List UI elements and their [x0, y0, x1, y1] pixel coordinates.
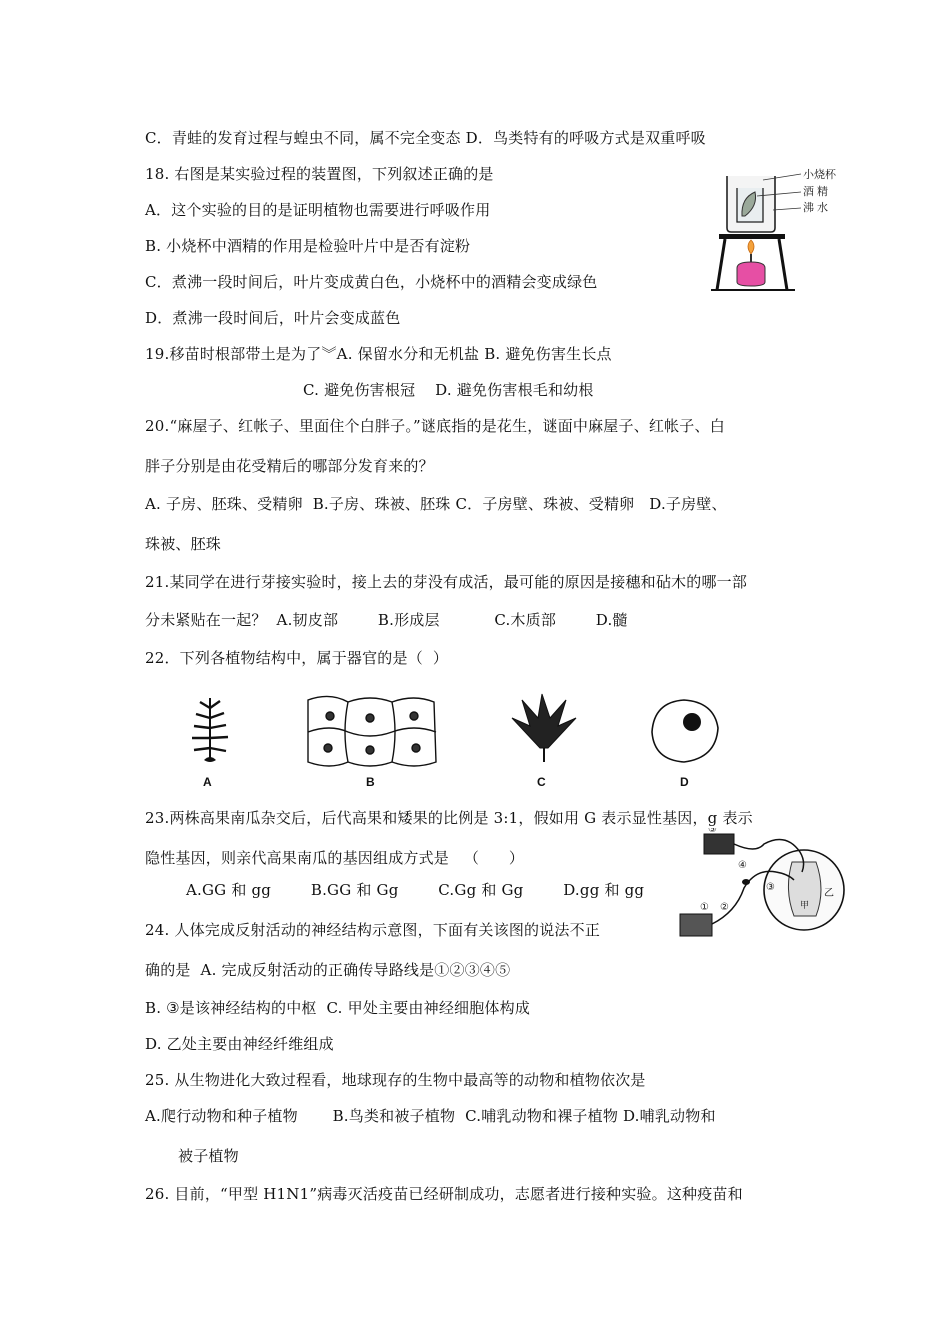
q24-option-b-c: B. ③是该神经结构的中枢 C. 甲处主要由神经细胞体构成: [145, 999, 531, 1017]
q18-apparatus-figure: [705, 158, 845, 298]
q23-stem-line1: 23.两株高果南瓜杂交后，后代高果和矮果的比例是 3:1，假如用 G 表示显性基因，g 表示: [145, 809, 753, 827]
q21-stem: 21.某同学在进行芽接实验时，接上去的芽没有成活，最可能的原因是接穗和砧木的哪一部: [145, 573, 748, 591]
small-beaker-label: 小烧杯: [803, 169, 836, 181]
svg-text:①: ①: [700, 902, 709, 913]
q23-stem-line2: 隐性基因，则亲代高果南瓜的基因组成方式是 （ ）: [145, 849, 525, 867]
q18-option-d: D．煮沸一段时间后，叶片会变成蓝色: [145, 309, 401, 327]
svg-text:②: ②: [720, 902, 729, 913]
q21-options: 分未紧贴在一起？ A.韧皮部 B.形成层 C.木质部 D.髓: [145, 611, 628, 629]
q17-option-c-d: C．青蛙的发育过程与蝗虫不同，属不完全变态 D．鸟类特有的呼吸方式是双重呼吸: [145, 129, 706, 147]
q19-options-cd: C. 避免伤害根冠 D. 避免伤害根毛和幼根: [303, 381, 594, 399]
q24-option-d: D. 乙处主要由神经纤维组成: [145, 1035, 334, 1053]
tissue-b-drawing: [308, 696, 436, 766]
q24-stem-line1: 24. 人体完成反射活动的神经结构示意图，下面有关该图的说法不正: [145, 921, 601, 939]
alcohol-label: 酒 精: [803, 186, 829, 198]
q25-options-cont: 被子植物: [178, 1147, 239, 1165]
q24-reflex-arc-figure: [676, 828, 856, 946]
q26-stem: 26. 目前，“甲型 H1N1”病毒灭活疫苗已经研制成功，志愿者进行接种实验。这种疫苗和: [145, 1185, 743, 1203]
boiling-water-label: 沸 水: [803, 202, 829, 214]
q22-stem: 22．下列各植物结构中，属于器官的是（ ）: [145, 649, 449, 667]
label-d: D: [680, 775, 689, 789]
q20-stem-line1: 20.“麻屋子、红帐子、里面住个白胖子。”谜底指的是花生，谜面中麻屋子、红帐子、白: [145, 417, 725, 435]
q18-option-c: C．煮沸一段时间后，叶片变成黄白色，小烧杯中的酒精会变成绿色: [145, 273, 598, 291]
q20-options: A. 子房、胚珠、受精卵 B.子房、珠被、胚珠 C．子房壁、珠被、受精卵 D.子房壁、: [145, 495, 727, 513]
q20-stem-line2: 胖子分别是由花受精后的哪部分发育来的？: [145, 457, 434, 475]
q23-options: A.GG 和 gg B.GG 和 Gg C.Gg 和 Gg D.gg 和 gg: [186, 881, 645, 899]
svg-text:③: ③: [766, 882, 775, 893]
svg-text:甲: 甲: [800, 900, 810, 910]
q25-stem: 25. 从生物进化大致过程看，地球现存的生物中最高等的动物和植物依次是: [145, 1071, 646, 1089]
q24-stem-line2: 确的是 A. 完成反射活动的正确传导路线是①②③④⑤: [145, 961, 511, 979]
q18-option-a: A．这个实验的目的是证明植物也需要进行呼吸作用: [145, 201, 491, 219]
svg-text:④: ④: [738, 860, 747, 871]
label-b: B: [366, 775, 375, 789]
q20-options-cont: 珠被、胚珠: [145, 535, 222, 553]
leaf-c-drawing: [512, 694, 576, 762]
cell-d-drawing: [652, 700, 718, 762]
q19-stem: 19.移苗时根部带土是为了︾A. 保留水分和无机盐 B. 避免伤害生长点: [145, 345, 612, 363]
label-a: A: [203, 775, 212, 789]
q18-stem: 18. 右图是某实验过程的装置图，下列叙述正确的是: [145, 165, 494, 183]
svg-text:乙: 乙: [824, 888, 834, 899]
svg-text:⑤: ⑤: [708, 828, 717, 835]
plant-a-drawing: [192, 698, 228, 762]
q22-structures-figure: [170, 688, 730, 798]
q18-option-b: B. 小烧杯中酒精的作用是检验叶片中是否有淀粉: [145, 237, 471, 255]
label-c: C: [537, 775, 546, 789]
q25-options: A.爬行动物和种子植物 B.鸟类和被子植物 C.哺乳动物和裸子植物 D.哺乳动物和: [145, 1107, 716, 1125]
